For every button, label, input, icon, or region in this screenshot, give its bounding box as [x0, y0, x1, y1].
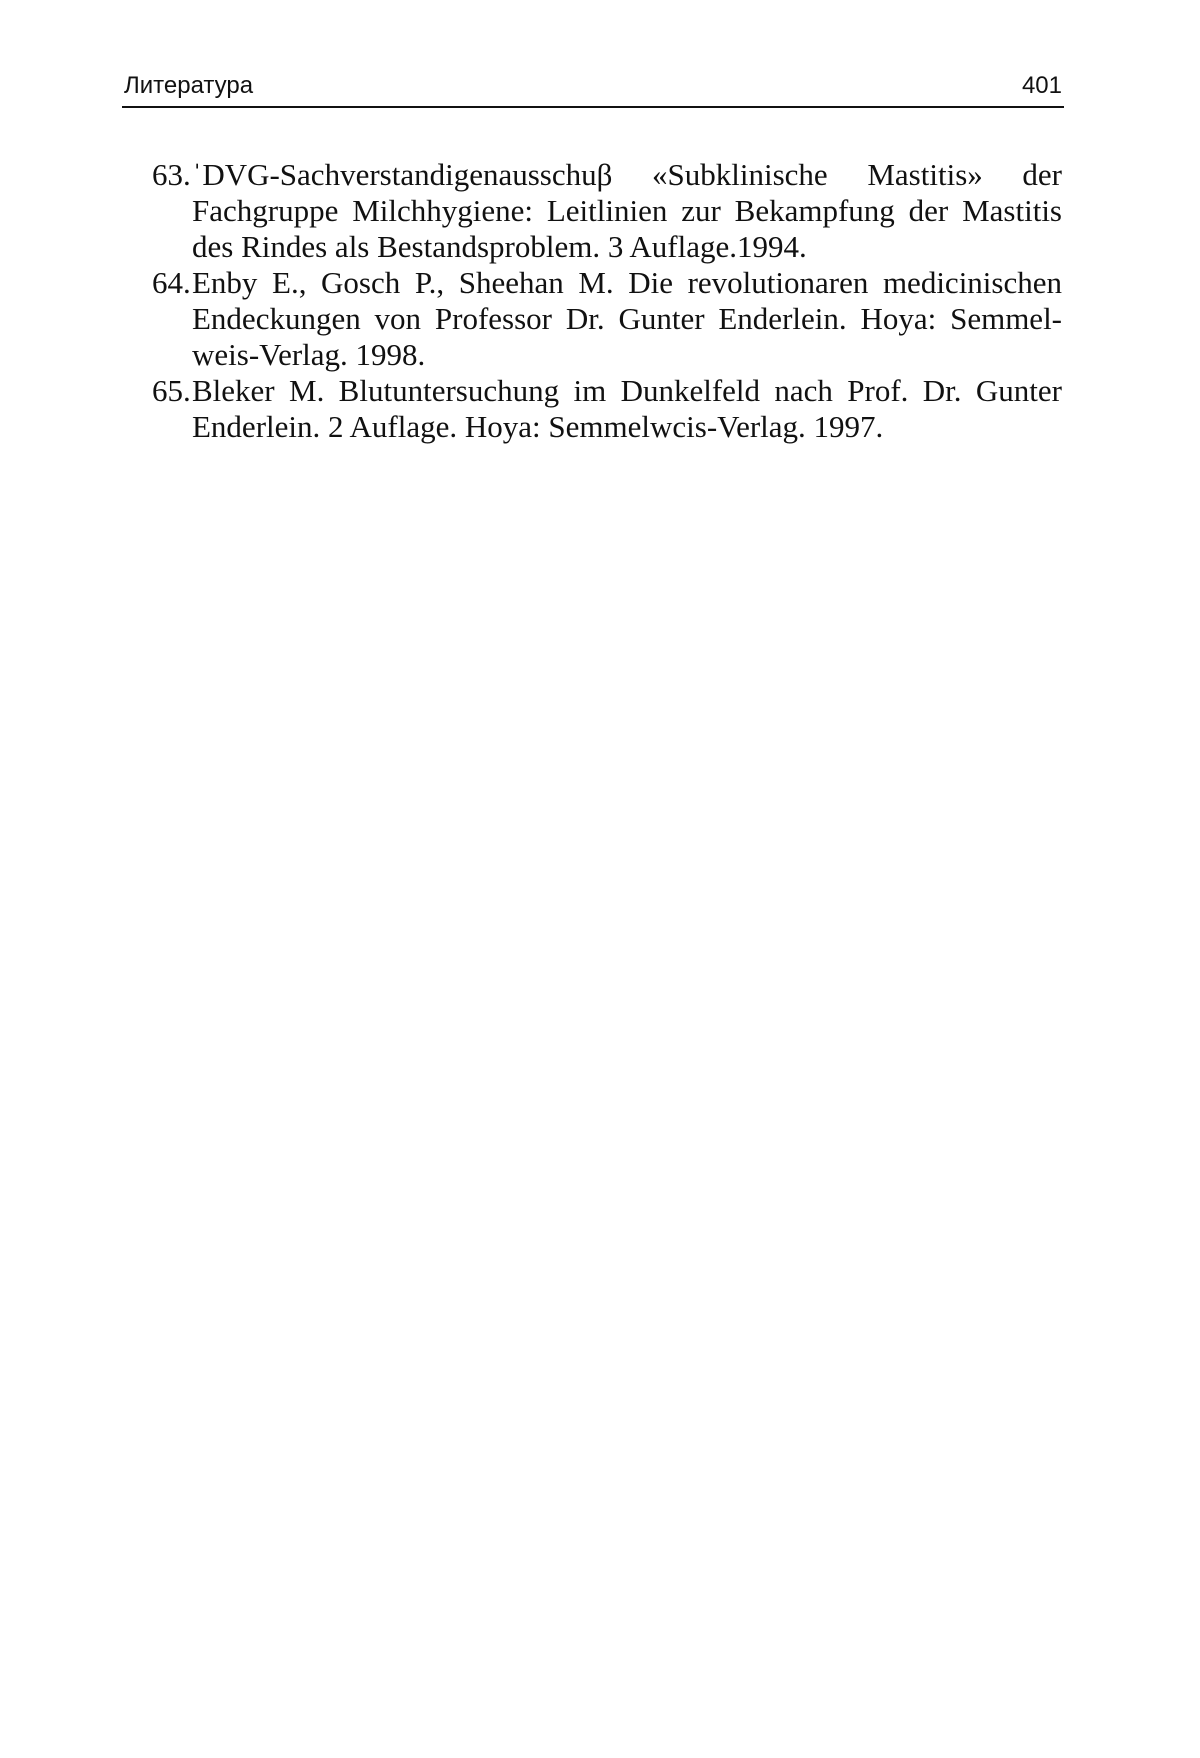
reference-text: Bleker M. Blutuntersuchung im Dunkelfeld nach Prof. Dr. Gunter Enderlein. 2 Auflage. Hoya: Semmelwcis-Verlag. 1997. [192, 373, 1062, 444]
reference-number: 63. [152, 157, 191, 192]
page-number: 401 [1021, 72, 1062, 99]
reference-number: 65. [152, 373, 191, 408]
reference-text: Enby E., Gosch P., Sheehan M. Die revolutionaren medicinischen Endeckungen von Professor Dr. Gunter Enderlein. Hoya: Semmel-weis-Verlag. 1998. [192, 265, 1062, 372]
running-header [122, 66, 1064, 108]
reference-item [152, 157, 1062, 265]
reference-number: 64. [152, 265, 191, 300]
reference-item [152, 373, 1062, 445]
reference-item [152, 265, 1062, 373]
chapter-title: Литература [124, 72, 254, 99]
reference-list [152, 157, 1062, 445]
reference-text: ˈDVG-Sachverstandigenausschuβ «Subklinische Mastitis» der Fachgruppe Milchhygiene: Leitlinien zur Bekampfung der Mastitis des Rindes als Bestandsproblem. 3 Auflage.1994. [192, 157, 1062, 264]
